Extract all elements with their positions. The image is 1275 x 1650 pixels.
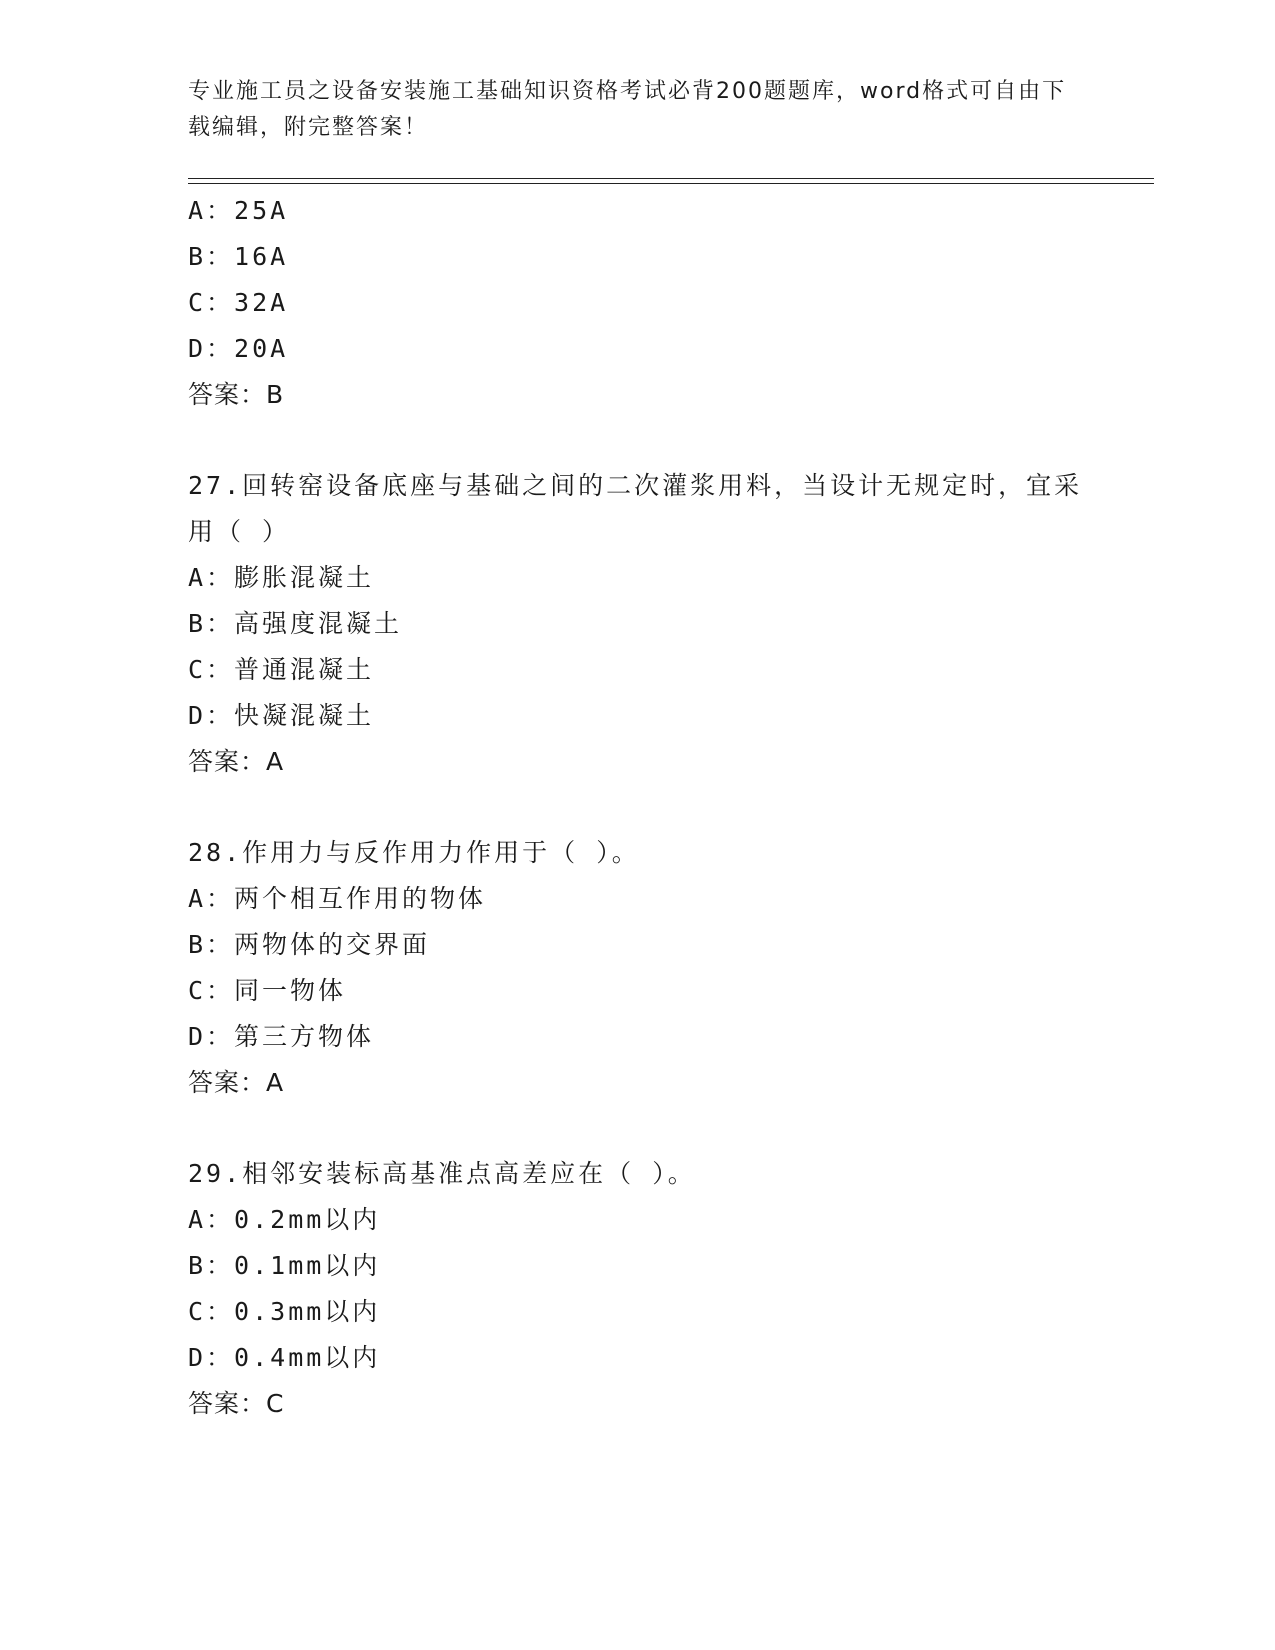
- option-a: A：两个相互作用的物体: [188, 884, 487, 913]
- answer-line: 答案：A: [188, 1068, 285, 1097]
- question-26: [188, 188, 1108, 418]
- option-c: C：同一物体: [188, 976, 347, 1005]
- document-header: 专业施工员之设备安装施工基础知识资格考试必背200题题库，word格式可自由下载编辑，附完整答案！: [188, 79, 1067, 140]
- question-29: [188, 1151, 1108, 1427]
- question-title: 27.回转窑设备底座与基础之间的二次灌浆用料，当设计无规定时，宜采用（ ）: [188, 471, 1083, 546]
- option-a: A：25A: [188, 196, 289, 225]
- option-b: B：两物体的交界面: [188, 930, 431, 959]
- question-list: [188, 188, 1108, 1427]
- option-d: D：第三方物体: [188, 1022, 375, 1051]
- header-divider-bottom: [188, 183, 1154, 184]
- answer-line: 答案：B: [188, 380, 285, 409]
- answer-line: 答案：C: [188, 1389, 285, 1418]
- option-b: B：0.1mm以内: [188, 1251, 381, 1280]
- question-title: 29.相邻安装标高基准点高差应在（ ）。: [188, 1159, 696, 1188]
- question-28: [188, 830, 1108, 1106]
- answer-line: 答案：A: [188, 747, 285, 776]
- option-c: C：32A: [188, 288, 289, 317]
- option-d: D：快凝混凝土: [188, 701, 375, 730]
- option-b: B：16A: [188, 242, 289, 271]
- question-27: [188, 463, 1108, 785]
- option-c: C：0.3mm以内: [188, 1297, 381, 1326]
- option-b: B：高强度混凝土: [188, 609, 403, 638]
- question-title: 28.作用力与反作用力作用于（ ）。: [188, 838, 640, 867]
- option-c: C：普通混凝土: [188, 655, 375, 684]
- option-d: D：20A: [188, 334, 289, 363]
- header-divider-top: [188, 178, 1154, 179]
- option-a: A：0.2mm以内: [188, 1205, 381, 1234]
- option-a: A：膨胀混凝土: [188, 563, 375, 592]
- option-d: D：0.4mm以内: [188, 1343, 381, 1372]
